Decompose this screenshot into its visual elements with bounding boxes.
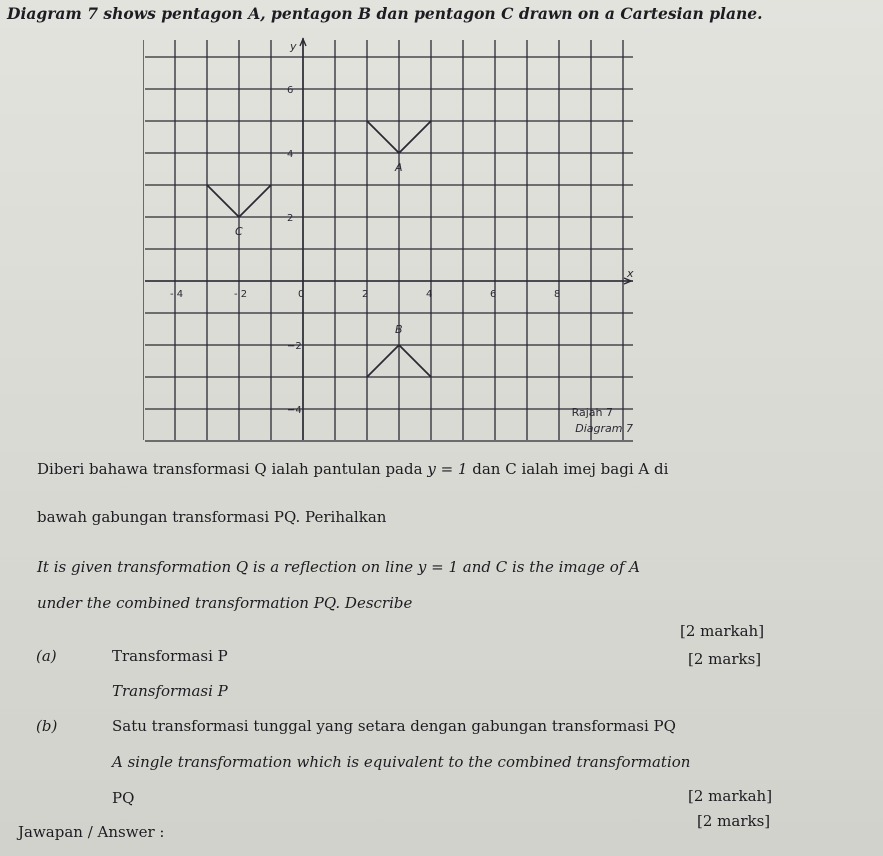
part-b-english: A single transformation which is equivalent to the combined transformation: [112, 753, 691, 771]
x-tick-label: 2: [362, 289, 369, 300]
part-a-marks-english: [2 marks]: [688, 650, 762, 668]
x-axis-label: x: [627, 267, 634, 280]
x-tick-label: 4: [426, 289, 433, 300]
diagram-caption-malay: Rajah 7: [571, 406, 613, 419]
part-b-letter: (b): [36, 717, 58, 735]
intro-malay-text-2: dan C ialah imej bagi A di: [467, 460, 669, 478]
x-tick-label: - 4: [170, 289, 184, 300]
part-a-letter: (a): [36, 647, 57, 665]
part-b-marks-malay: [2 markah]: [688, 787, 773, 805]
pentagon-label-b: B: [395, 323, 403, 336]
y-tick-label: −4: [287, 405, 302, 416]
y-tick-label: 2: [287, 213, 294, 224]
cartesian-diagram: [143, 36, 635, 442]
intro-malay-equation: y = 1: [427, 460, 468, 478]
intro-malay-line-1: [37, 460, 668, 478]
x-tick-label: - 2: [234, 289, 248, 300]
part-a-malay: Transformasi P: [112, 647, 228, 665]
x-tick-label: 6: [490, 289, 497, 300]
x-tick-label: 0: [298, 289, 305, 300]
y-axis-label: y: [290, 40, 297, 53]
intro-english-line-2: under the combined transformation PQ. Describe: [37, 594, 413, 612]
y-tick-label: −2: [287, 341, 302, 352]
y-tick-label: 6: [287, 85, 294, 96]
pentagon-label-c: C: [235, 225, 243, 238]
part-b-english-cont: PQ: [112, 789, 135, 807]
y-tick-label: 4: [287, 149, 294, 160]
pentagon-label-a: A: [395, 161, 403, 174]
diagram-caption-english: Diagram 7: [575, 422, 633, 435]
answer-label: Jawapan / Answer :: [18, 823, 165, 841]
part-a-marks-malay: [2 markah]: [680, 622, 765, 640]
intro-malay-text-1: Diberi bahawa transformasi Q ialah pantulan pada: [37, 460, 428, 478]
part-a-english: Transformasi P: [112, 682, 228, 700]
part-b-malay: Satu transformasi tunggal yang setara dengan gabungan transformasi PQ: [112, 717, 676, 735]
intro-english-text-2: and C is the image of A: [458, 558, 640, 576]
intro-malay-line-2: bawah gabungan transformasi PQ. Perihalkan: [37, 508, 387, 526]
cartesian-plane-svg: [143, 36, 635, 442]
x-tick-label: 8: [554, 289, 561, 300]
question-title: Diagram 7 shows pentagon A, pentagon B dan pentagon C drawn on a Cartesian plane.: [7, 4, 763, 23]
intro-english-line-1: [37, 558, 640, 576]
part-b-marks-english: [2 marks]: [697, 812, 771, 830]
intro-english-equation: y = 1: [417, 558, 459, 576]
intro-english-text-1: It is given transformation Q is a reflection on line: [37, 558, 418, 576]
